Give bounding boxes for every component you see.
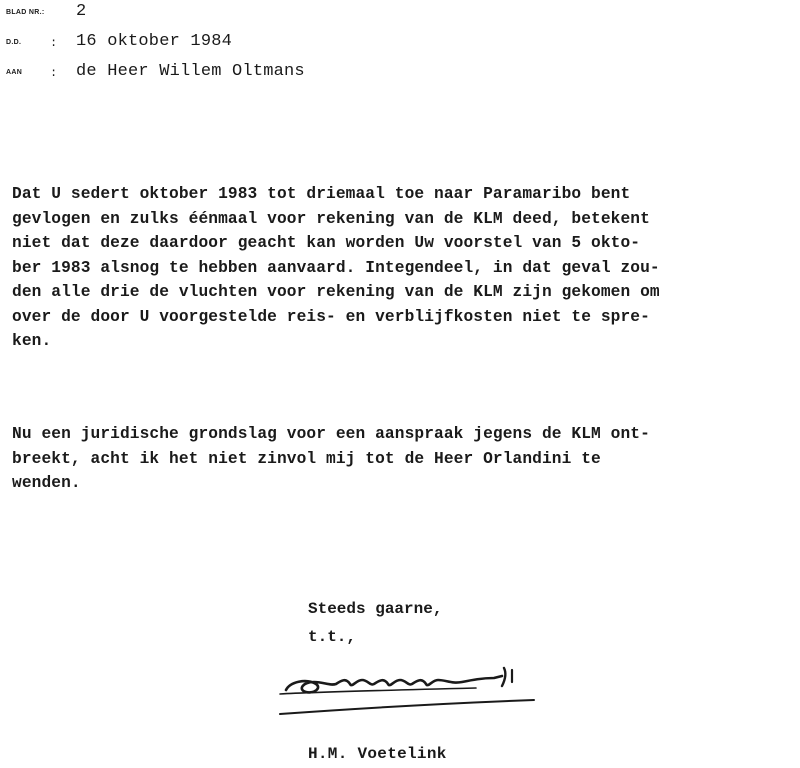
paragraph-line: wenden. [12,474,81,492]
body-paragraph-1 [12,182,797,354]
paragraph-line: ken. [12,332,52,350]
date-colon: : [50,36,58,50]
recipient-label: AAN [6,69,23,76]
recipient-colon: : [50,66,58,80]
closing-greeting: Steeds gaarne, [308,600,443,618]
date-label: D.D. [6,39,22,46]
paragraph-line: ber 1983 alsnog te hebben aanvaard. Integendeel, in dat geval zou- [12,258,660,277]
paragraph-line: Nu een juridische grondslag voor een aanspraak jegens de KLM ont- [12,425,650,443]
paragraph-line: den alle drie de vluchten voor rekening van de KLM zijn gekomen om [12,283,660,301]
signature-underline [280,700,534,714]
paragraph-line: gevlogen en zulks éénmaal voor rekening van de KLM deed, betekent [12,209,650,228]
signature-stroke [280,688,476,694]
paragraph-line: niet dat deze daardoor geacht kan worden Uw voorstel van 5 okto- [12,234,641,252]
paragraph-line: Dat U sedert oktober 1983 tot driemaal toe naar Paramaribo bent [12,185,631,203]
signer-name: H.M. Voetelink [308,745,447,763]
paragraph-line: breekt, acht ik het niet zinvol mij tot de Heer Orlandini te [12,449,601,468]
paragraph-line: over de door U voorgestelde reis- en verblijfkosten niet te spre- [12,307,650,326]
recipient-value: de Heer Willem Oltmans [76,62,305,81]
handwritten-signature [276,656,546,720]
sheet-number-value: 2 [76,2,87,21]
body-paragraph-2 [12,422,797,496]
sheet-number-label: BLAD NR.: [6,9,45,16]
date-value: 16 oktober 1984 [76,32,233,51]
closing-abbreviation-text: t.t. [308,628,347,646]
closing-abbreviation: t.t., [308,628,357,646]
